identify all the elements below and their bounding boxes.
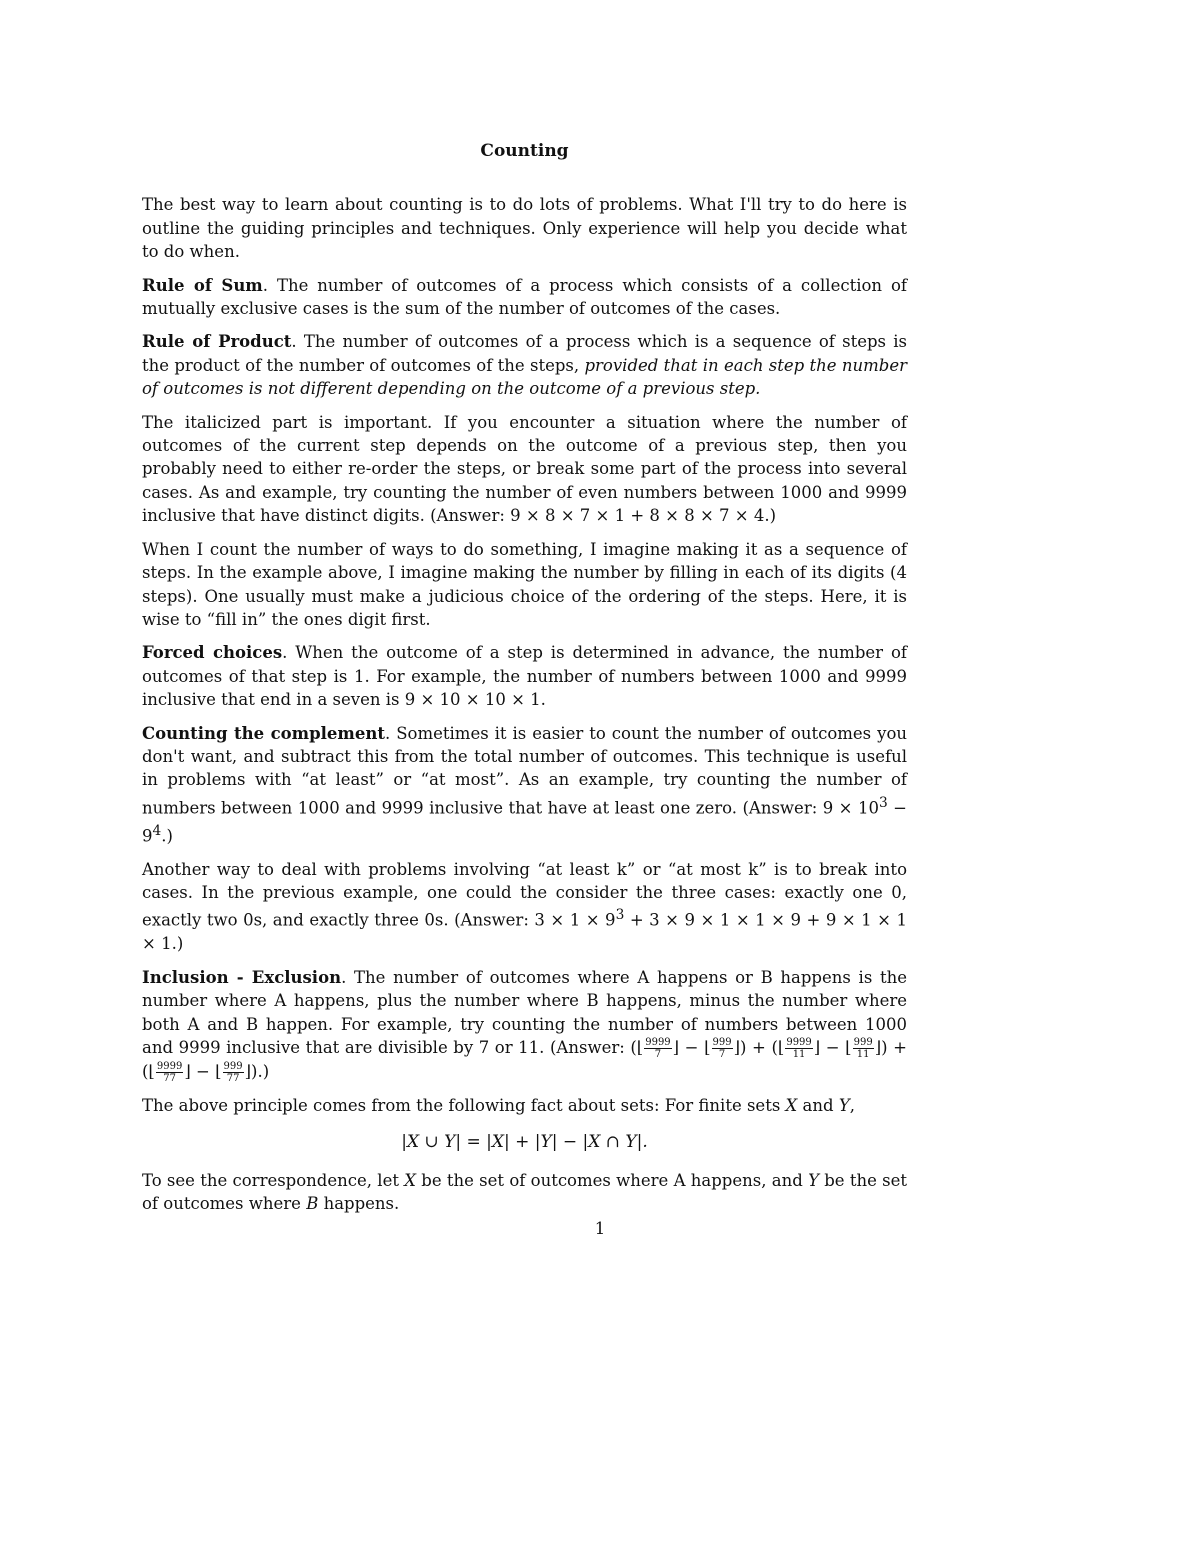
rule-of-sum-paragraph — [142, 274, 907, 321]
inclusion-exclusion-text: . The number of outcomes where A happens or B happens is the number where A happens, plus the number where B happens, minus the number where both A and B happen. For example, try counting the number of numbers between 1000 and 9999 inclusive that are divisible by 7 or 11. (Answer: — [142, 967, 907, 1057]
another-way-text: Another way to deal with problems involving “at least k” or “at most k” is to break into cases. In the previous example, one could the consider the three cases: exactly one 0, exactly two 0s, and exactly three 0s. (Answer: — [142, 859, 907, 930]
rule-of-product-italic: provided that in each step the number of outcomes is not different depending on the outcome of a previous step. — [142, 355, 908, 399]
inclusion-exclusion-paragraph — [142, 966, 907, 1084]
rule-of-product-heading: Rule of Product — [142, 332, 292, 352]
forced-choices-text: . When the outcome of a step is determined in advance, the number of outcomes of that step is 1. For example, the number of numbers between 1000 and 9999 inclusive that end in a seven is — [142, 643, 907, 710]
complement-text: . Sometimes it is easier to count the number of outcomes you don't want, and subtract this from the total number of outcomes. This technique is useful in problems with “at least” or “at most”. As an example, try counting the number of numbers between 1000 and 9999 inclusive that have at least one zero. (Answer: — [142, 723, 908, 818]
italic-note-end: .) — [764, 506, 777, 526]
another-way-end: .) — [171, 934, 184, 954]
fraction-9999-over-11: $\frac{9999}{11}$ — [786, 1036, 812, 1060]
rule-of-product-text: . The number of outcomes of a process which is a sequence of steps is the product of the number of outcomes of the steps, — [142, 332, 907, 375]
document-page — [142, 140, 907, 1226]
correspondence-y: Y — [808, 1170, 819, 1190]
forced-choices-expression: 9 × 10 × 10 × 1 — [404, 690, 541, 710]
forced-choices-heading: Forced choices — [142, 643, 283, 663]
sets-end: , — [849, 1095, 855, 1115]
fraction-999-over-77: $\frac{999}{77}$ — [223, 1060, 243, 1084]
sets-paragraph — [142, 1094, 907, 1117]
page-number: 1 — [594, 1219, 606, 1238]
correspondence-x: X — [404, 1170, 416, 1190]
complement-answer-base: 9 × 10 — [822, 798, 879, 818]
sets-y: Y — [838, 1095, 850, 1115]
fraction-9999-over-77: $\frac{9999}{77}$ — [156, 1060, 183, 1084]
correspondence-t2: be the set of outcomes where A happens, and — [416, 1170, 809, 1190]
italic-note-paragraph — [142, 411, 907, 528]
complement-paragraph — [142, 722, 907, 848]
correspondence-t3: be the set of outcomes where — [142, 1170, 908, 1214]
inclusion-exclusion-end: .) — [257, 1061, 270, 1081]
italic-note-answer: 9 × 8 × 7 × 1 + 8 × 8 × 7 × 4 — [510, 506, 765, 526]
another-way-answer2: + 3 × 9 × 1 × 1 × 9 + 9 × 1 × 1 × 1 — [142, 910, 907, 954]
fraction-999-over-11: $\frac{999}{11}$ — [853, 1036, 873, 1060]
sequence-paragraph: When I count the number of ways to do something, I imagine making it as a sequence of steps. In the example above, I imagine making the number by filling in each of its digits (4 steps). One usually must make a judicious choice of the ordering of the steps. Here, it is wise to “fill in” the ones digit first. — [142, 539, 907, 629]
another-way-answer1: 3 × 1 × 9 — [534, 910, 616, 930]
another-way-exp: 3 — [615, 907, 625, 924]
complement-answer-minus: − 9 — [142, 798, 907, 846]
document-title: Counting — [480, 141, 569, 161]
rule-of-sum-text: . The number of outcomes of a process which consists of a collection of mutually exclusive cases is the sum of the number of outcomes of the cases. — [142, 275, 908, 319]
inclusion-exclusion-heading: Inclusion - Exclusion — [142, 967, 342, 987]
italic-note-text: The italicized part is important. If you encounter a situation where the number of outcomes of the current step depends on the outcome of a previous step, then you probably need to either re-order the steps, or break some part of the process into several cases. As and example, try counting the number of even numbers between 1000 and 9999 inclusive that have distinct digits. (Answer: — [142, 412, 907, 526]
complement-answer-exp1: 3 — [878, 794, 888, 811]
sets-x: X — [785, 1095, 798, 1115]
correspondence-b: B — [306, 1194, 319, 1214]
rule-of-product-paragraph — [142, 330, 907, 400]
complement-heading: Counting the complement — [142, 723, 386, 743]
answer-formula: (⌊ $\frac{9999}{7}$ ⌋ − ⌊ $\frac{999}{7}$ ⌋) + (⌊ $\frac{9999}{11}$ ⌋ − ⌊ $\frac{999}{11}$ ⌋) + (⌊ $\frac{9999}{77}$ ⌋ − ⌊ $\frac{999}{77}$ ⌋) — [142, 1036, 907, 1084]
another-way-paragraph — [142, 858, 907, 956]
correspondence-t1: To see the correspondence, let — [142, 1170, 405, 1190]
fraction-999-over-7: $\frac{999}{7}$ — [712, 1036, 732, 1060]
correspondence-paragraph — [142, 1169, 907, 1216]
forced-choices-end: . — [540, 690, 546, 710]
sets-and: and — [797, 1095, 839, 1115]
union-formula: |X ∪ Y| = |X| + |Y| − |X ∩ Y|. — [401, 1132, 648, 1153]
complement-end: .) — [161, 826, 173, 846]
complement-answer-exp2: 4 — [152, 822, 162, 839]
correspondence-t4: happens. — [318, 1194, 400, 1214]
sets-text: The above principle comes from the following fact about sets: For finite sets — [142, 1095, 786, 1115]
rule-of-sum-heading: Rule of Sum — [142, 275, 263, 295]
forced-choices-paragraph — [142, 641, 907, 711]
fraction-9999-over-7: $\frac{9999}{7}$ — [645, 1036, 671, 1060]
intro-paragraph: The best way to learn about counting is to do lots of problems. What I'll try to do here is outline the guiding principles and techniques. Only experience will help you decide what to do when. — [142, 195, 907, 262]
